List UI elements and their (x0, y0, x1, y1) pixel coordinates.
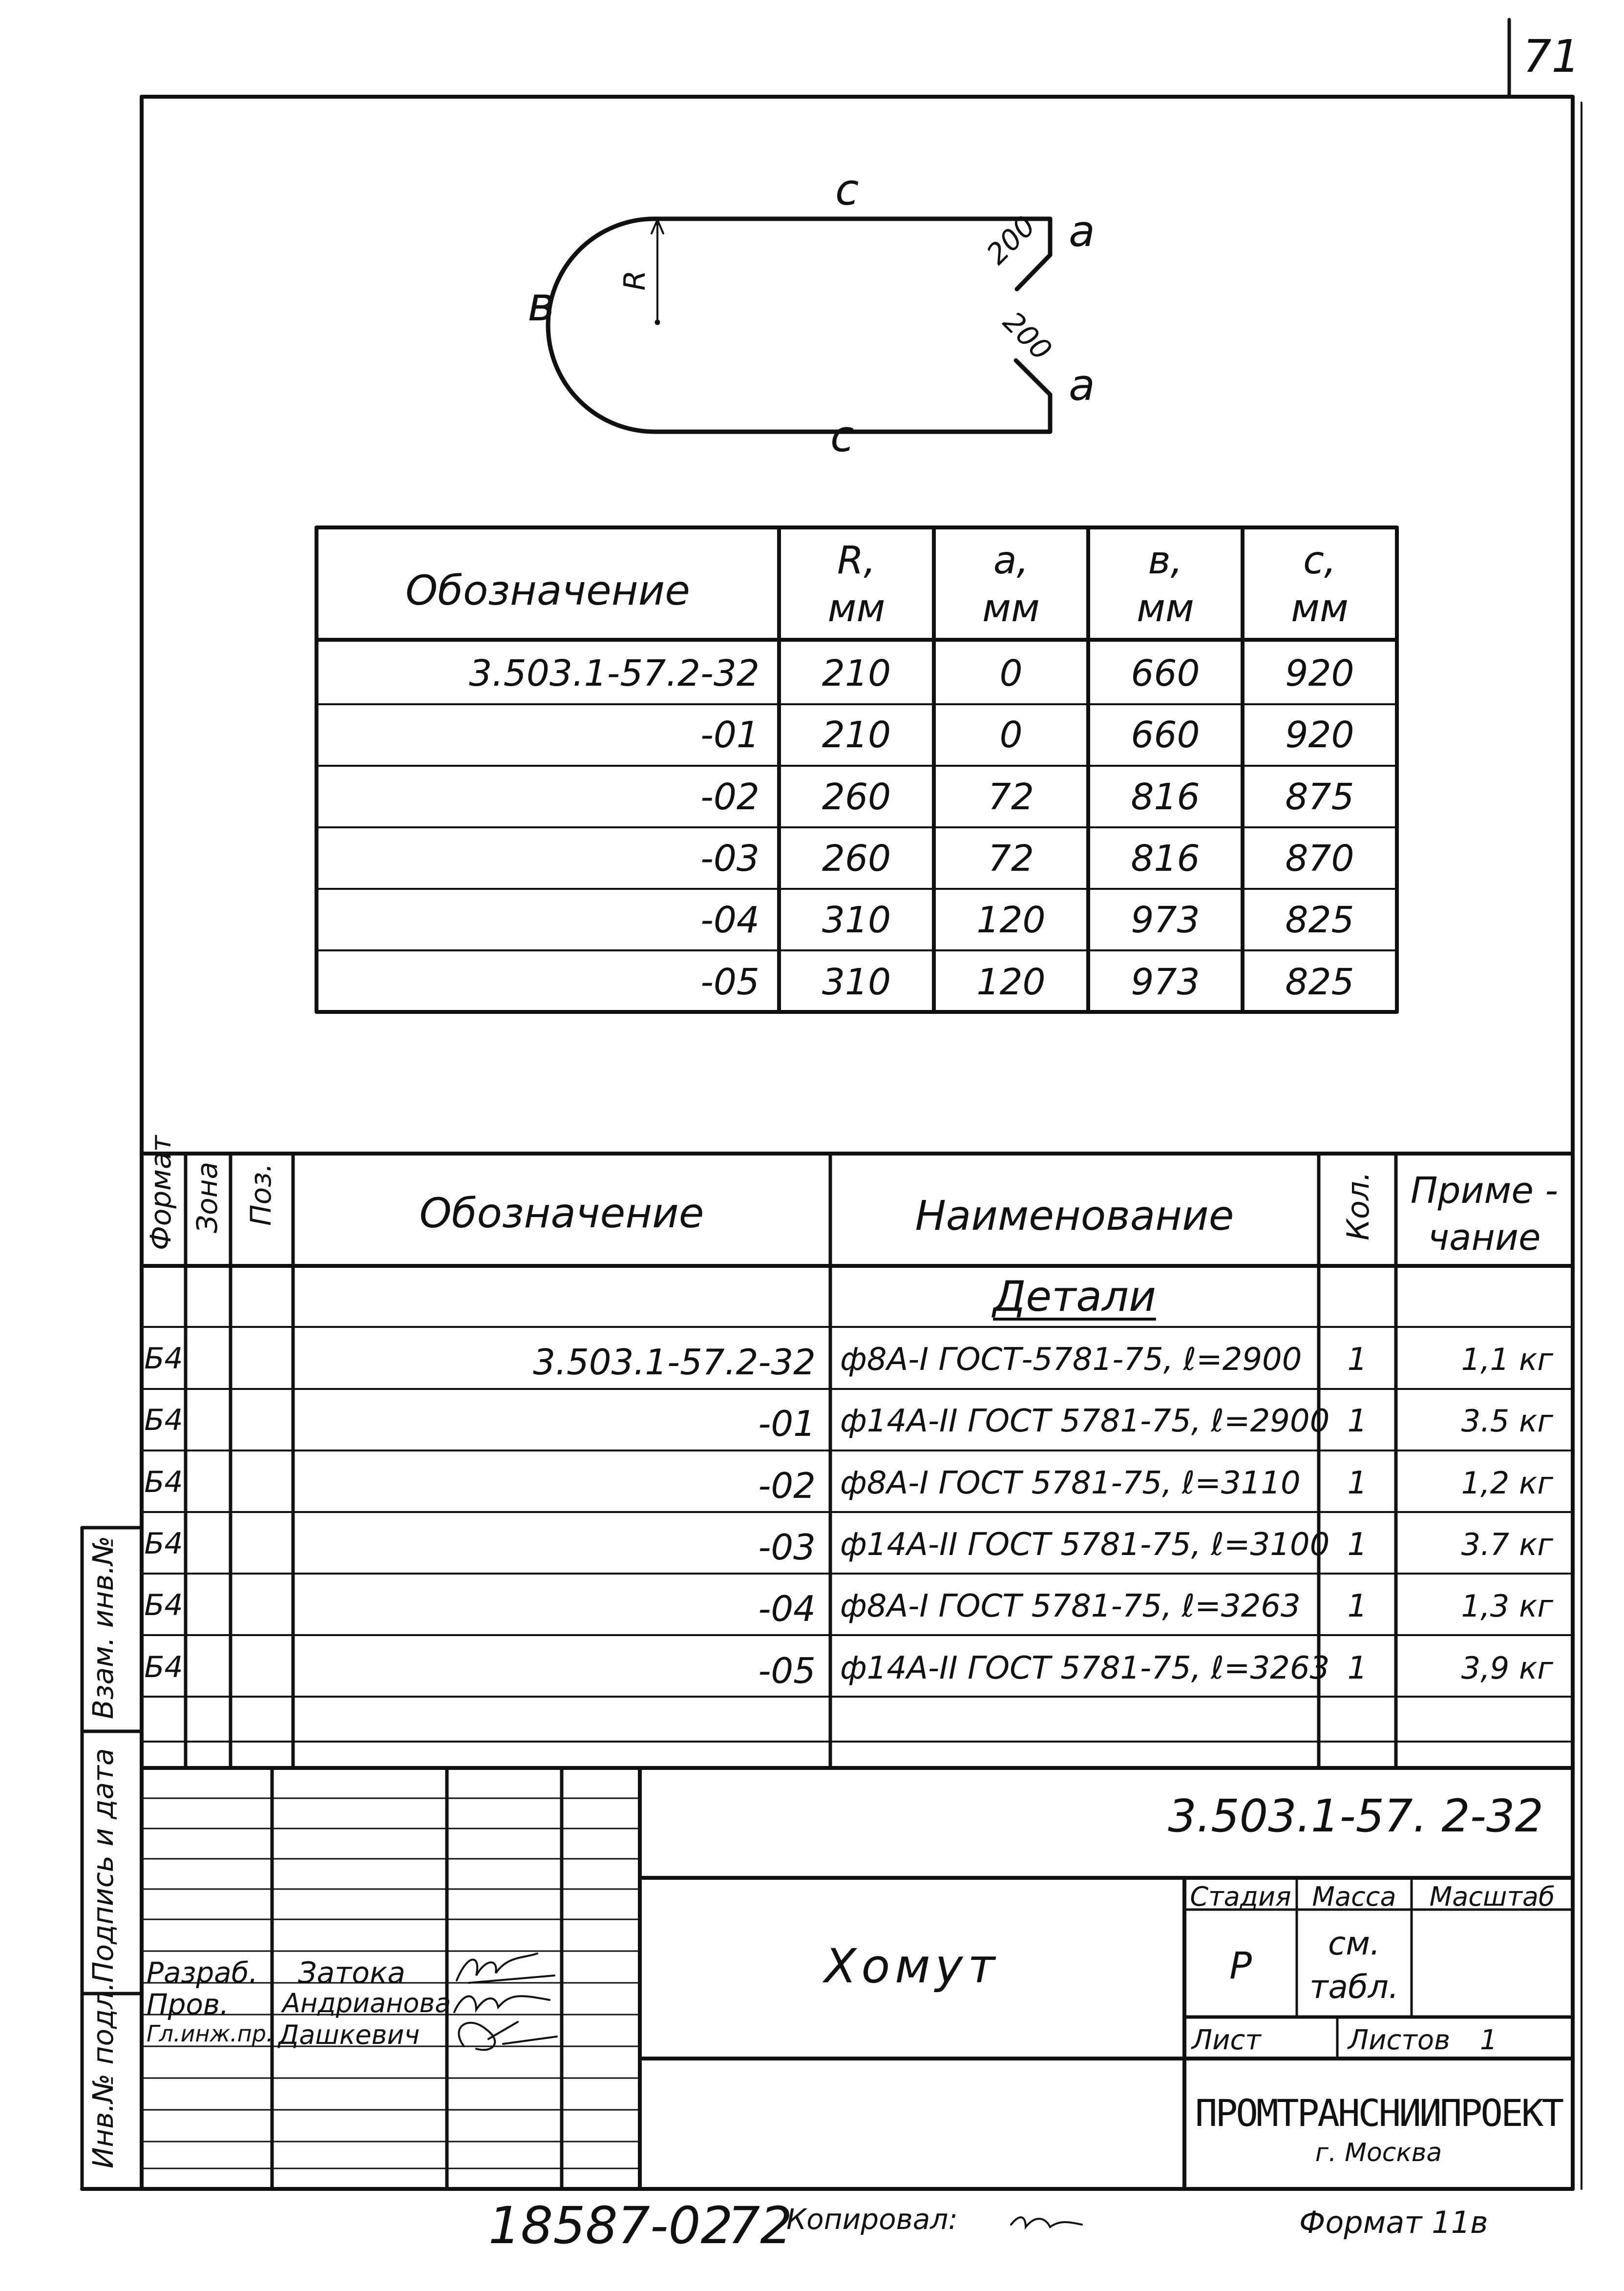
spec-cell-designation: -03 (758, 1526, 816, 1568)
radius-center (655, 320, 660, 325)
name-chief-engineer: Дашкевич (278, 2019, 420, 2050)
spec-cell-name: ф14А-II ГОСТ 5781-75, ℓ=3100 (840, 1526, 1330, 1563)
spec-cell-qty: 1 (1347, 1342, 1368, 1378)
sketch-label-c-top: c (835, 165, 859, 215)
dims-cell: 875 (1285, 776, 1354, 818)
dims-cell: 660 (1131, 714, 1200, 757)
dims-cell: 825 (1285, 899, 1354, 942)
sheets-count: 1 (1480, 2024, 1497, 2056)
footer-copied: Копировал: (786, 2203, 958, 2236)
dims-cell: 816 (1131, 776, 1200, 818)
dims-cell: 973 (1131, 961, 1200, 1003)
dims-cell: 260 (822, 776, 891, 818)
dims-cell: -04 (700, 899, 759, 942)
dims-cell: 120 (976, 961, 1046, 1003)
spec-header-name: Наименование (915, 1192, 1234, 1240)
title-name: Хомут (824, 1939, 1000, 1994)
dims-cell: 825 (1285, 961, 1354, 1003)
spec-cell-name: ф14А-II ГОСТ 5781-75, ℓ=3263 (840, 1650, 1330, 1686)
footer-page: 72 (728, 2196, 793, 2255)
title-code: 3.503.1-57. 2-32 (1168, 1790, 1543, 1842)
copier-signature (1011, 2217, 1082, 2227)
spec-cell-name: ф14А-II ГОСТ 5781-75, ℓ=2900 (840, 1403, 1330, 1440)
spec-cell-designation: -02 (758, 1465, 816, 1506)
side-label-vzam: Взам. инв.№ (86, 1535, 120, 1719)
dims-cell: 310 (822, 899, 891, 942)
dims-cell: 210 (822, 714, 891, 757)
spec-cell-note: 1,1 кг (1461, 1342, 1553, 1377)
dims-cell: 72 (988, 837, 1034, 880)
dims-cell: -03 (700, 837, 759, 880)
spec-cell-qty: 1 (1347, 1526, 1368, 1563)
sketch-label-a-top: a (1069, 206, 1095, 256)
dims-header-designation: Обозначение (405, 567, 690, 614)
mass-header: Масса (1312, 1881, 1396, 1912)
sheet-number: 71 (1523, 30, 1581, 83)
sketch-label-a-bottom: a (1069, 360, 1095, 410)
spec-cell-designation: 3.503.1-57.2-32 (533, 1342, 816, 1383)
name-checker: Андрианова (282, 1988, 451, 2018)
spec-cell-qty: 1 (1347, 1588, 1368, 1625)
sketch-dim-top: 200 (980, 209, 1042, 271)
sketch-dim-bottom: 200 (996, 305, 1058, 367)
spec-header-format: Формат (144, 1135, 177, 1250)
footer-number: 18587-02 (488, 2196, 733, 2255)
dims-header-c: c, мм (1291, 539, 1349, 631)
role-chief-engineer: Гл.инж.пр. (147, 2020, 274, 2047)
clamp-top-hook-end (1017, 255, 1050, 289)
mass-value: см. табл. (1309, 1925, 1399, 2006)
spec-cell-note: 1,3 кг (1461, 1588, 1553, 1624)
scale-header: Масштаб (1429, 1881, 1555, 1912)
dims-header-a: a, мм (982, 539, 1040, 631)
spec-header-zone: Зона (190, 1161, 224, 1233)
dims-cell: 0 (999, 714, 1023, 757)
spec-cell-note: 3,9 кг (1461, 1650, 1553, 1686)
dims-cell: 920 (1285, 714, 1354, 757)
name-developer: Затока (298, 1956, 405, 1990)
sheet-header: Лист (1192, 2024, 1261, 2056)
dims-cell: 210 (822, 652, 891, 694)
spec-cell-format: Б4 (144, 1588, 183, 1623)
side-label-podpis: Подпись и дата (86, 1748, 120, 1983)
dims-cell: 920 (1285, 652, 1354, 694)
spec-header-qty: Кол. (1340, 1171, 1376, 1240)
dims-cell: 260 (822, 837, 891, 880)
spec-cell-qty: 1 (1347, 1403, 1368, 1440)
dims-cell: 120 (976, 899, 1046, 942)
dims-cell: -02 (700, 776, 759, 818)
sketch-label-b: в (527, 277, 555, 332)
sheets-header: Листов (1348, 2024, 1451, 2056)
spec-cell-name: ф8А-I ГОСТ-5781-75, ℓ=2900 (840, 1342, 1302, 1378)
dims-cell: 870 (1285, 837, 1354, 880)
org-city: г. Москва (1315, 2138, 1442, 2167)
dims-cell: -01 (700, 714, 759, 757)
sketch-label-c-bottom: c (830, 411, 854, 462)
spec-cell-format: Б4 (144, 1465, 183, 1499)
org-name: ПРОМТРАНСНИИПРОЕКТ (1195, 2091, 1562, 2135)
dims-cell: 0 (999, 652, 1023, 694)
clamp-outline (548, 219, 1050, 432)
dims-cell: 816 (1131, 837, 1200, 880)
stage-value: Р (1229, 1944, 1252, 1987)
side-label-inv: Инв.№ подл. (86, 1982, 120, 2168)
spec-cell-designation: -05 (758, 1650, 816, 1691)
spec-cell-format: Б4 (144, 1650, 183, 1684)
spec-cell-note: 1,2 кг (1461, 1465, 1553, 1501)
dims-header-r: R, мм (827, 539, 886, 631)
footer-format: Формат 11в (1299, 2205, 1488, 2240)
spec-cell-designation: -01 (758, 1403, 816, 1445)
spec-cell-format: Б4 (144, 1403, 183, 1438)
spec-header-designation: Обозначение (419, 1189, 704, 1237)
spec-cell-designation: -04 (758, 1588, 816, 1630)
dims-cell: 310 (822, 961, 891, 1003)
dims-cell: 660 (1131, 652, 1200, 694)
spec-section-details: Детали (993, 1272, 1156, 1321)
spec-cell-note: 3.5 кг (1461, 1403, 1553, 1439)
spec-cell-qty: 1 (1347, 1650, 1368, 1686)
dims-cell: 973 (1131, 899, 1200, 942)
dims-header-b: в, мм (1137, 539, 1194, 631)
dims-cell: 72 (988, 776, 1034, 818)
spec-cell-format: Б4 (144, 1526, 183, 1561)
spec-cell-name: ф8А-I ГОСТ 5781-75, ℓ=3263 (840, 1588, 1301, 1625)
spec-header-pos: Поз. (244, 1163, 277, 1226)
signatures (454, 1954, 1082, 2227)
stage-header: Стадия (1190, 1881, 1291, 1912)
sketch-label-r: R (618, 270, 652, 291)
spec-cell-note: 3.7 кг (1461, 1526, 1553, 1562)
dims-cell: 3.503.1-57.2-32 (469, 652, 759, 694)
dims-cell: -05 (700, 961, 759, 1003)
spec-cell-name: ф8А-I ГОСТ 5781-75, ℓ=3110 (840, 1465, 1301, 1501)
role-checker: Пров. (147, 1988, 229, 2021)
role-developer: Разраб. (147, 1956, 258, 1989)
spec-cell-qty: 1 (1347, 1465, 1368, 1501)
spec-cell-format: Б4 (144, 1342, 183, 1376)
spec-header-note: Приме - чание (1410, 1170, 1559, 1259)
